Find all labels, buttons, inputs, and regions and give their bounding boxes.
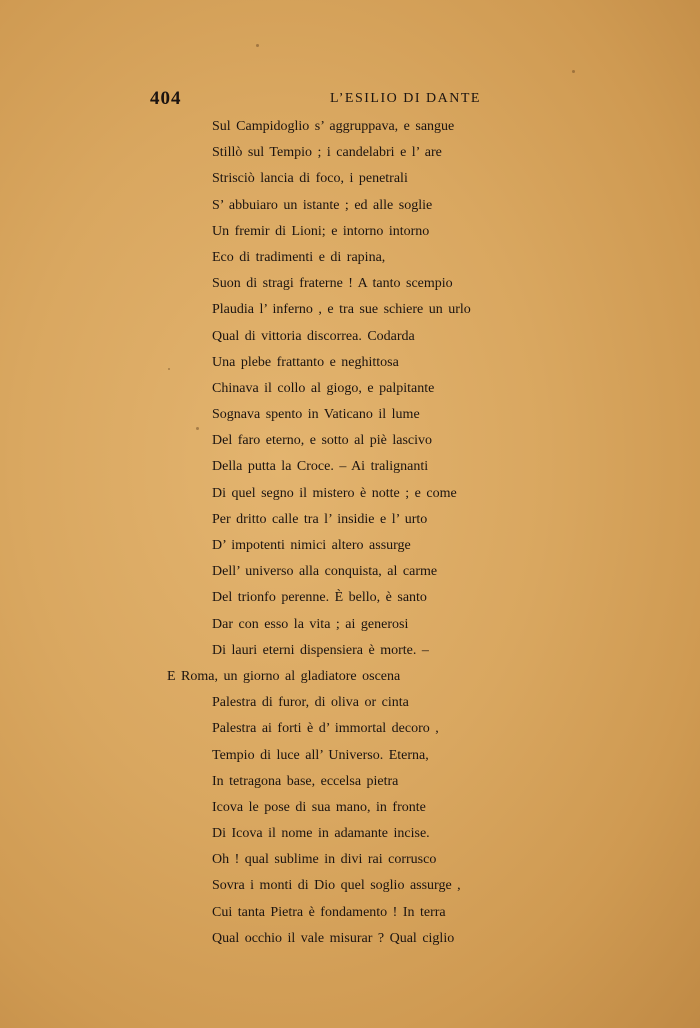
verse-line: Palestra di furor, di oliva or cinta: [212, 695, 409, 711]
verse-line: Chinava il collo al giogo, e palpitante: [212, 380, 435, 396]
verse-line: Oh ! qual sublime in divi rai corrusco: [212, 852, 437, 868]
verse-line: Palestra ai forti è d’ immortal decoro ,: [212, 721, 439, 737]
verse-line: Icova le pose di sua mano, in fronte: [212, 799, 426, 815]
verse-line: Del faro eterno, e sotto al piè lascivo: [212, 433, 433, 449]
verse-line: Della putta la Croce. – Ai tralignanti: [212, 459, 429, 475]
verse-line: Eco di tradimenti e di rapina,: [212, 249, 386, 265]
verse-line: S’ abbuiaro un istante ; ed alle soglie: [212, 197, 433, 213]
verse-line: Di lauri eterni dispensiera è morte. –: [212, 642, 429, 658]
verse-line: Qual di vittoria discorrea. Codarda: [212, 328, 415, 344]
verse-line: Tempio di luce all’ Universo. Eterna,: [212, 747, 429, 763]
page-header: [150, 88, 640, 112]
verse-line: Suon di stragi fraterne ! A tanto scempio: [212, 276, 453, 292]
verse-line: Sul Campidoglio s’ aggruppava, e sangue: [212, 119, 455, 134]
poem-text: [0, 114, 700, 952]
page-number: 404: [150, 88, 182, 109]
verse-line: Di quel segno il mistero è notte ; e come: [212, 485, 457, 501]
verse-line: Sognava spento in Vaticano il lume: [212, 407, 420, 423]
verse-line: Un fremir di Lioni; e intorno intorno: [212, 223, 430, 239]
verse-line: Sovra i monti di Dio quel soglio assurge ,: [212, 878, 461, 894]
verse-line: Dell’ universo alla conquista, al carme: [212, 564, 438, 580]
verse-line: D’ impotenti nimici altero assurge: [212, 538, 411, 553]
paper-speck: [572, 70, 575, 73]
verse-line: Una plebe frattanto e neghittosa: [212, 354, 399, 370]
verse-line: In tetragona base, eccelsa pietra: [212, 773, 399, 789]
verse-line: Qual occhio il vale misurar ? Qual ciglio: [212, 930, 455, 946]
running-title: L’ESILIO DI DANTE: [330, 91, 481, 106]
verse-line: Cui tanta Pietra è fondamento ! In terra: [212, 904, 446, 920]
paper-speck: [256, 44, 259, 47]
verse-line: Dar con esso la vita ; ai generosi: [212, 616, 409, 632]
verse-line: Plaudia l’ inferno , e tra sue schiere un urlo: [212, 302, 471, 318]
verse-line: E Roma, un giorno al gladiatore oscena: [167, 668, 401, 684]
verse-line: Stillò sul Tempio ; i candelabri e l’ are: [212, 145, 442, 161]
verse-line: Del trionfo perenne. È bello, è santo: [212, 590, 427, 606]
verse-line: Strisciò lancia di foco, i penetrali: [212, 171, 408, 187]
verse-line: Di Icova il nome in adamante incise.: [212, 826, 430, 842]
verse-line: Per dritto calle tra l’ insidie e l’ urto: [212, 511, 428, 527]
